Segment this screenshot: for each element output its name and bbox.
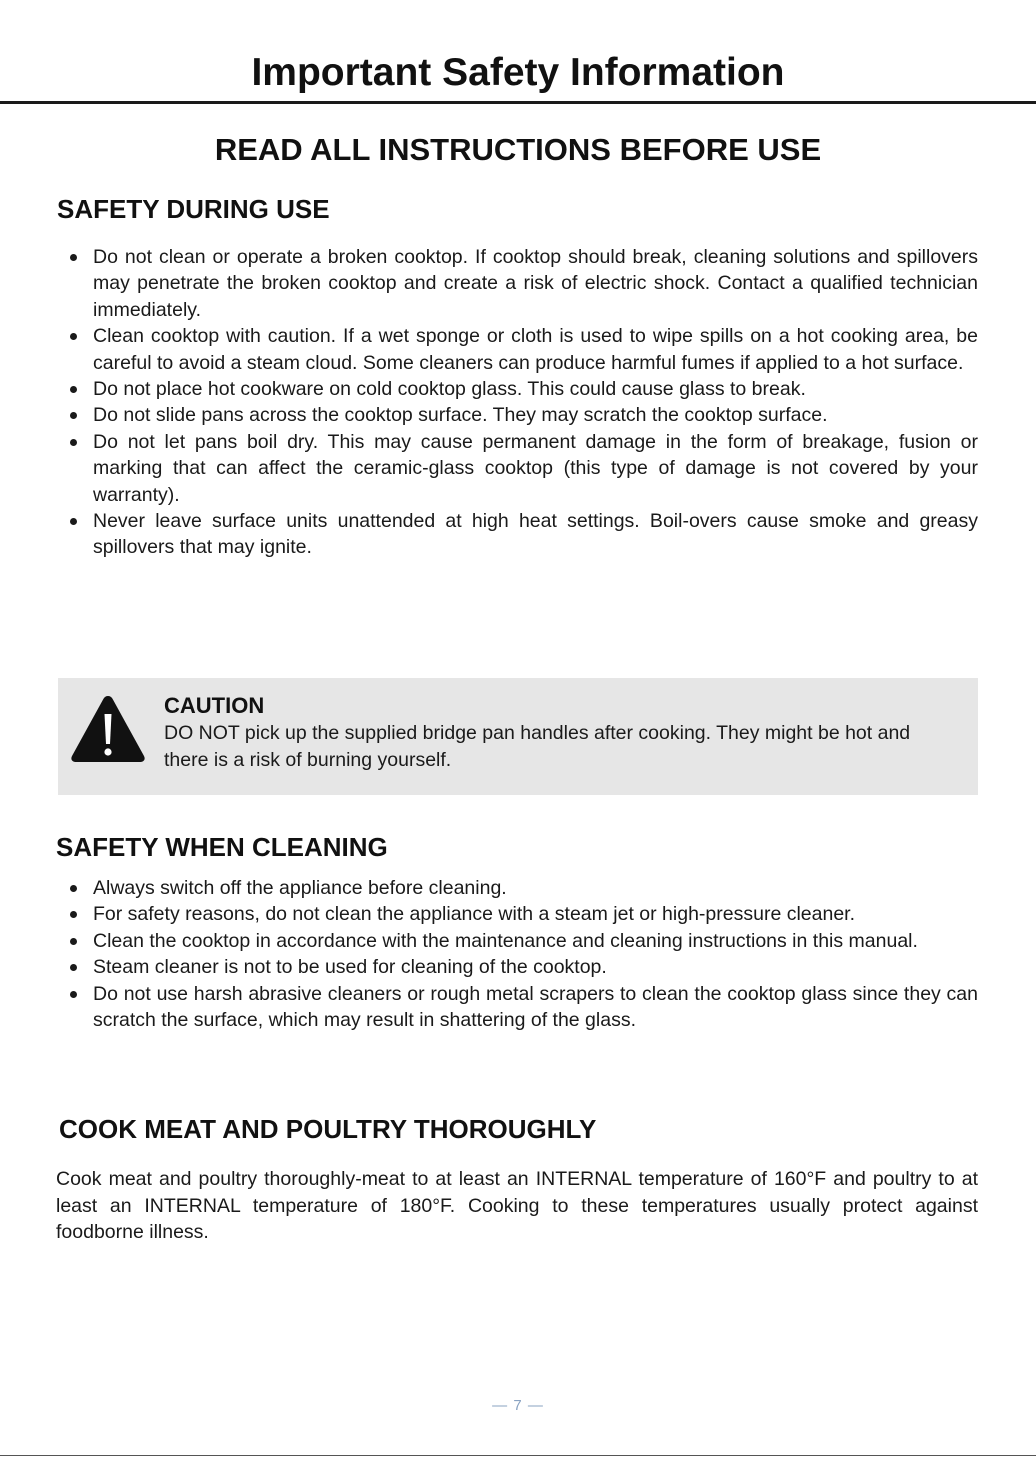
bottom-divider: [0, 1455, 1036, 1456]
list-item: [58, 981, 978, 1034]
list-item-text: Always switch off the appliance before cleaning.: [93, 877, 507, 899]
page-title: Important Safety Information: [251, 51, 785, 94]
list-item-text: Do not place hot cookware on cold cooktop glass. This could cause glass to break.: [93, 378, 806, 401]
bullet-icon: [70, 518, 77, 525]
bullet-icon: [70, 333, 77, 340]
list-item: [58, 402, 978, 428]
bullet-icon: [70, 439, 77, 446]
bullet-icon: [70, 412, 77, 419]
list-item-text: Clean cooktop with caution. If a wet sponge or cloth is used to wipe spills on a hot cooking area, be careful to avoid a steam cloud. Some cleaners can produce harmful fumes if applied to a hot surface.: [93, 325, 978, 374]
caution-text: DO NOT pick up the supplied bridge pan handles after cooking. They might be hot and there is a risk of burning yourself.: [164, 722, 911, 771]
bullet-icon: [70, 938, 77, 945]
list-item-text: Do not slide pans across the cooktop surface. They may scratch the cooktop surface.: [93, 404, 828, 427]
list-item: [58, 508, 978, 561]
caution-box: [58, 678, 978, 795]
section-heading-safety-when-cleaning: SAFETY WHEN CLEANING: [56, 832, 388, 862]
list-item: [58, 901, 978, 927]
page-number: — 7 —: [492, 1397, 544, 1414]
title-divider: [0, 101, 1036, 104]
section-heading-safety-during-use: SAFETY DURING USE: [57, 194, 330, 224]
bullet-icon: [70, 885, 77, 892]
bullet-icon: [70, 254, 77, 261]
list-item: [58, 429, 978, 508]
caution-title: CAUTION: [164, 693, 265, 718]
bullet-icon: [70, 991, 77, 998]
list-item: [58, 928, 978, 954]
bullet-icon: [70, 911, 77, 918]
list-item-text: Do not clean or operate a broken cooktop. If cooktop should break, cleaning solutions and spillovers may penetrate the broken cooktop and create a risk of electric shock. Contact a qualified technician immediately.: [93, 246, 978, 321]
list-item: [58, 244, 978, 323]
list-item: [58, 875, 978, 901]
list-item-text: Steam cleaner is not to be used for cleaning of the cooktop.: [93, 956, 607, 979]
list-item: [58, 954, 978, 980]
list-item-text: Never leave surface units unattended at high heat settings. Boil-overs cause smoke and greasy spillovers that may ignite.: [93, 510, 978, 559]
list-item: [58, 323, 978, 376]
list-item-text: Do not let pans boil dry. This may cause permanent damage in the form of breakage, fusion or marking that can affect the ceramic-glass cooktop (this type of damage is not covered by your warranty).: [93, 430, 978, 506]
list-item: [58, 376, 978, 402]
safety-during-use-list: [58, 244, 978, 561]
safety-when-cleaning-list: [58, 875, 978, 1033]
list-item-text: Do not use harsh abrasive cleaners or rough metal scrapers to clean the cooktop glass since they can scratch the surface, which may result in shattering of the glass.: [93, 982, 978, 1032]
warning-triangle-icon: [70, 694, 146, 764]
list-item-text: For safety reasons, do not clean the appliance with a steam jet or high-pressure cleaner.: [93, 903, 856, 926]
bullet-icon: [70, 386, 77, 393]
list-item-text: Clean the cooktop in accordance with the maintenance and cleaning instructions in this manual.: [93, 929, 918, 952]
bullet-icon: [70, 964, 77, 971]
cook-meat-paragraph: Cook meat and poultry thoroughly-meat to at least an INTERNAL temperature of 160°F and poultry to at least an INTERNAL temperature of 180°F. Cooking to these temperatures usually protect against foodborne illness.: [56, 1168, 978, 1243]
page-subtitle: READ ALL INSTRUCTIONS BEFORE USE: [214, 132, 822, 167]
section-heading-cook-meat: COOK MEAT AND POULTRY THOROUGHLY: [59, 1114, 597, 1144]
